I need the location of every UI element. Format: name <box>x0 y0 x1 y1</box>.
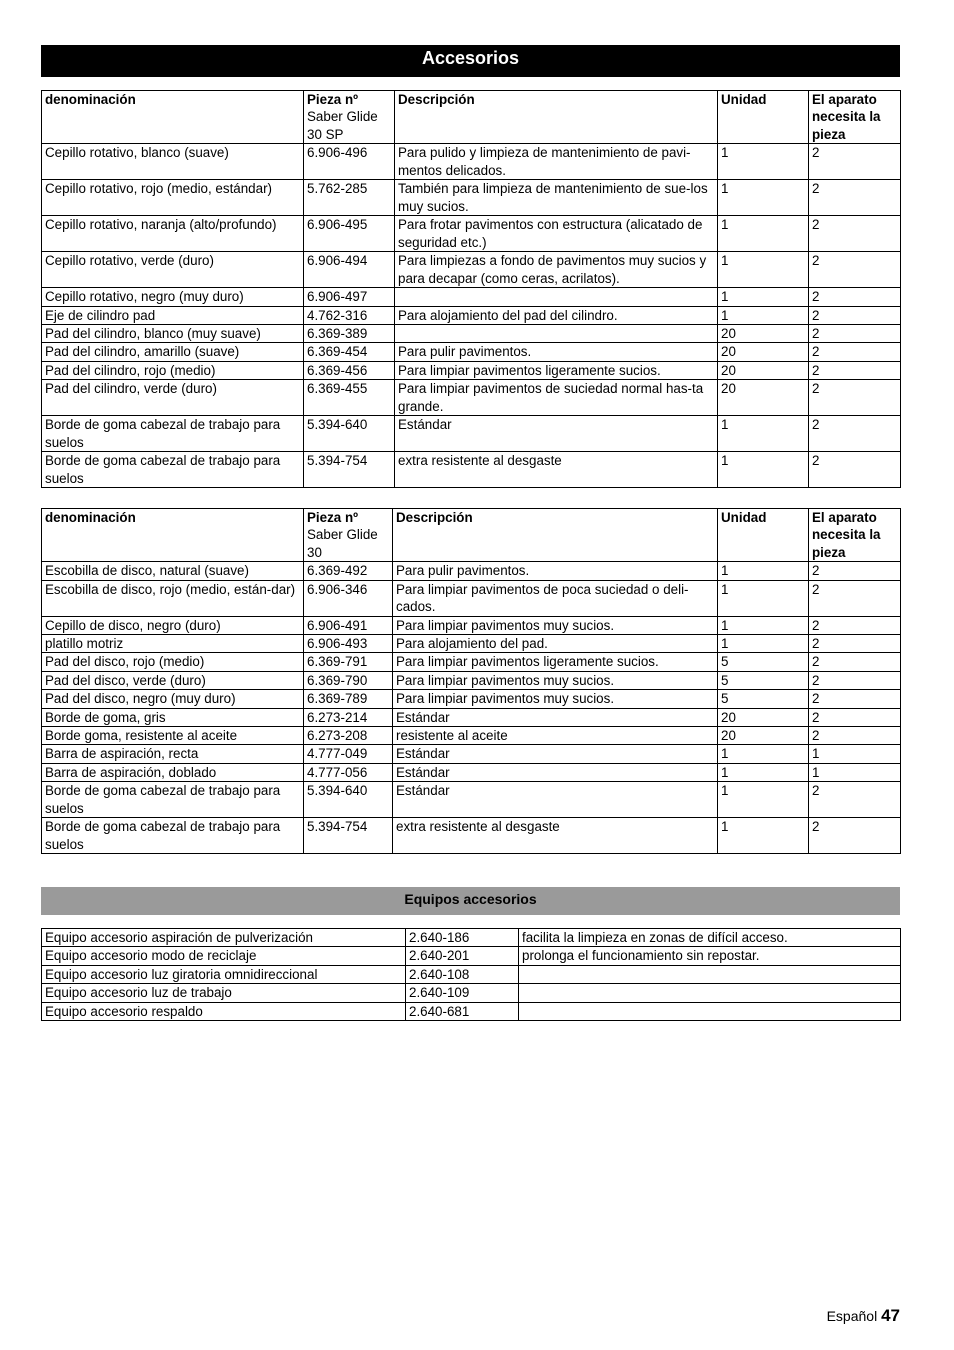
cell-desc: Estándar <box>393 708 718 726</box>
cell-needs: 2 <box>809 562 901 580</box>
cell-needs: 2 <box>809 708 901 726</box>
cell-desc: Para limpiar pavimentos muy sucios. <box>393 616 718 634</box>
header-part: Pieza nº Saber Glide 30 <box>304 509 393 562</box>
header-description: Descripción <box>395 91 718 144</box>
cell-desc: También para limpieza de mantenimiento de sue-los muy sucios. <box>395 180 718 216</box>
cell-unit: 1 <box>718 616 809 634</box>
cell-name: Cepillo rotativo, naranja (alto/profundo) <box>42 216 304 252</box>
cell-needs: 2 <box>809 144 901 180</box>
cell-desc: Para limpiar pavimentos de suciedad normal has-ta grande. <box>395 380 718 416</box>
cell-part: 6.369-454 <box>304 343 395 361</box>
cell-part: 2.640-681 <box>406 1002 519 1020</box>
cell-unit: 1 <box>718 782 809 818</box>
cell-unit: 1 <box>718 580 809 616</box>
cell-name: Cepillo rotativo, rojo (medio, estándar) <box>42 180 304 216</box>
cell-desc: extra resistente al desgaste <box>393 818 718 854</box>
cell-desc <box>519 965 901 983</box>
cell-needs: 2 <box>809 361 901 379</box>
cell-unit: 5 <box>718 690 809 708</box>
cell-part: 6.906-496 <box>304 144 395 180</box>
cell-desc: resistente al aceite <box>393 727 718 745</box>
cell-name: Cepillo rotativo, verde (duro) <box>42 252 304 288</box>
cell-desc: Para limpiar pavimentos ligeramente sucios. <box>395 361 718 379</box>
cell-part: 5.762-285 <box>304 180 395 216</box>
table-row <box>42 616 901 634</box>
cell-unit: 5 <box>718 671 809 689</box>
cell-needs: 2 <box>809 343 901 361</box>
page-number: 47 <box>881 1306 900 1325</box>
cell-name: Borde de goma, gris <box>42 708 304 726</box>
cell-desc: Para limpiar pavimentos de poca suciedad o deli-cados. <box>393 580 718 616</box>
cell-needs: 2 <box>809 380 901 416</box>
cell-name: Barra de aspiración, recta <box>42 745 304 763</box>
cell-part: 2.640-108 <box>406 965 519 983</box>
page-footer <box>827 1306 900 1326</box>
cell-needs: 2 <box>809 635 901 653</box>
cell-desc: Para alojamiento del pad. <box>393 635 718 653</box>
cell-unit: 1 <box>718 745 809 763</box>
table-row <box>42 216 901 252</box>
cell-part: 5.394-754 <box>304 818 393 854</box>
cell-desc <box>519 1002 901 1020</box>
header-unit: Unidad <box>718 91 809 144</box>
cell-desc <box>519 984 901 1002</box>
header-needs: El aparato necesita la pieza <box>809 91 901 144</box>
cell-name: Borde de goma cabezal de trabajo para suelos <box>42 452 304 488</box>
cell-needs: 2 <box>809 252 901 288</box>
accessories-table-30 <box>41 508 901 854</box>
header-part: Pieza nº Saber Glide 30 SP <box>304 91 395 144</box>
cell-part: 6.369-389 <box>304 325 395 343</box>
cell-part: 2.640-201 <box>406 947 519 965</box>
table-row <box>42 984 901 1002</box>
cell-unit: 20 <box>718 727 809 745</box>
cell-part: 2.640-186 <box>406 929 519 947</box>
cell-part: 6.906-493 <box>304 635 393 653</box>
cell-part: 6.369-790 <box>304 671 393 689</box>
cell-name: platillo motriz <box>42 635 304 653</box>
cell-needs: 2 <box>809 416 901 452</box>
cell-name: Cepillo rotativo, blanco (suave) <box>42 144 304 180</box>
table-row <box>42 180 901 216</box>
cell-name: Equipo accesorio respaldo <box>42 1002 406 1020</box>
header-needs: El aparato necesita la pieza <box>809 509 901 562</box>
cell-name: Borde de goma cabezal de trabajo para suelos <box>42 416 304 452</box>
cell-name: Pad del disco, verde (duro) <box>42 671 304 689</box>
cell-name: Cepillo de disco, negro (duro) <box>42 616 304 634</box>
header-name: denominación <box>42 509 304 562</box>
cell-name: Pad del cilindro, rojo (medio) <box>42 361 304 379</box>
cell-desc: Estándar <box>395 416 718 452</box>
header-unit: Unidad <box>718 509 809 562</box>
cell-part: 6.906-497 <box>304 288 395 306</box>
section-title-equipment: Equipos accesorios <box>41 887 900 915</box>
table-row <box>42 727 901 745</box>
cell-part: 6.369-455 <box>304 380 395 416</box>
cell-needs: 2 <box>809 727 901 745</box>
cell-name: Borde goma, resistente al aceite <box>42 727 304 745</box>
equipment-table <box>41 928 901 1021</box>
cell-unit: 1 <box>718 416 809 452</box>
cell-desc: Para frotar pavimentos con estructura (alicatado de seguridad etc.) <box>395 216 718 252</box>
cell-unit: 20 <box>718 325 809 343</box>
cell-part: 6.369-789 <box>304 690 393 708</box>
cell-unit: 1 <box>718 252 809 288</box>
cell-desc: facilita la limpieza en zonas de difícil acceso. <box>519 929 901 947</box>
cell-unit: 1 <box>718 562 809 580</box>
cell-desc: extra resistente al desgaste <box>395 452 718 488</box>
cell-desc <box>395 325 718 343</box>
table-row <box>42 325 901 343</box>
table-row <box>42 343 901 361</box>
cell-unit: 1 <box>718 216 809 252</box>
table-row <box>42 671 901 689</box>
cell-desc: Para pulir pavimentos. <box>395 343 718 361</box>
cell-part: 6.369-492 <box>304 562 393 580</box>
table-row <box>42 965 901 983</box>
cell-part: 5.394-754 <box>304 452 395 488</box>
table-row <box>42 818 901 854</box>
cell-name: Escobilla de disco, rojo (medio, están-dar) <box>42 580 304 616</box>
cell-unit: 1 <box>718 144 809 180</box>
cell-needs: 2 <box>809 306 901 324</box>
cell-part: 2.640-109 <box>406 984 519 1002</box>
table-row <box>42 306 901 324</box>
cell-unit: 1 <box>718 288 809 306</box>
cell-part: 4.777-049 <box>304 745 393 763</box>
cell-needs: 2 <box>809 782 901 818</box>
cell-part: 6.273-208 <box>304 727 393 745</box>
table-row <box>42 361 901 379</box>
table-row <box>42 380 901 416</box>
cell-unit: 1 <box>718 306 809 324</box>
cell-needs: 2 <box>809 325 901 343</box>
cell-desc: Para alojamiento del pad del cilindro. <box>395 306 718 324</box>
cell-unit: 20 <box>718 380 809 416</box>
footer-language: Español <box>826 1308 878 1324</box>
cell-needs: 2 <box>809 653 901 671</box>
table-row <box>42 452 901 488</box>
cell-name: Equipo accesorio luz giratoria omnidireccional <box>42 965 406 983</box>
cell-unit: 1 <box>718 818 809 854</box>
cell-needs: 2 <box>809 616 901 634</box>
cell-desc: Para limpiezas a fondo de pavimentos muy sucios y para decapar (como ceras, acrilatos). <box>395 252 718 288</box>
cell-needs: 2 <box>809 452 901 488</box>
cell-unit: 20 <box>718 343 809 361</box>
cell-desc: Para limpiar pavimentos ligeramente sucios. <box>393 653 718 671</box>
cell-name: Borde de goma cabezal de trabajo para suelos <box>42 782 304 818</box>
cell-needs: 1 <box>809 763 901 781</box>
cell-name: Pad del disco, negro (muy duro) <box>42 690 304 708</box>
cell-name: Pad del cilindro, verde (duro) <box>42 380 304 416</box>
table-row <box>42 690 901 708</box>
cell-name: Escobilla de disco, natural (suave) <box>42 562 304 580</box>
cell-needs: 1 <box>809 745 901 763</box>
cell-desc: Para pulido y limpieza de mantenimiento de pavi-mentos delicados. <box>395 144 718 180</box>
cell-unit: 1 <box>718 180 809 216</box>
cell-unit: 5 <box>718 653 809 671</box>
table-row <box>42 635 901 653</box>
table-row <box>42 580 901 616</box>
cell-name: Equipo accesorio aspiración de pulverización <box>42 929 406 947</box>
cell-needs: 2 <box>809 690 901 708</box>
table-row <box>42 947 901 965</box>
cell-part: 5.394-640 <box>304 416 395 452</box>
cell-desc: Para limpiar pavimentos muy sucios. <box>393 690 718 708</box>
cell-part: 6.273-214 <box>304 708 393 726</box>
cell-name: Barra de aspiración, doblado <box>42 763 304 781</box>
cell-needs: 2 <box>809 180 901 216</box>
header-description: Descripción <box>393 509 718 562</box>
cell-part: 4.762-316 <box>304 306 395 324</box>
cell-unit: 1 <box>718 452 809 488</box>
cell-name: Cepillo rotativo, negro (muy duro) <box>42 288 304 306</box>
accessories-table-30sp <box>41 90 901 488</box>
table-row <box>42 562 901 580</box>
cell-desc <box>395 288 718 306</box>
cell-unit: 1 <box>718 635 809 653</box>
table-row <box>42 929 901 947</box>
cell-name: Borde de goma cabezal de trabajo para suelos <box>42 818 304 854</box>
cell-name: Eje de cilindro pad <box>42 306 304 324</box>
table-row <box>42 416 901 452</box>
cell-unit: 20 <box>718 708 809 726</box>
table-row <box>42 708 901 726</box>
table-row <box>42 288 901 306</box>
page-title: Accesorios <box>41 45 900 77</box>
table-row <box>42 144 901 180</box>
cell-name: Equipo accesorio luz de trabajo <box>42 984 406 1002</box>
table-row <box>42 252 901 288</box>
cell-part: 6.906-491 <box>304 616 393 634</box>
cell-needs: 2 <box>809 216 901 252</box>
cell-needs: 2 <box>809 818 901 854</box>
cell-needs: 2 <box>809 580 901 616</box>
cell-part: 6.906-494 <box>304 252 395 288</box>
cell-part: 6.369-791 <box>304 653 393 671</box>
header-name: denominación <box>42 91 304 144</box>
table-header-row <box>42 509 901 562</box>
cell-desc: Estándar <box>393 745 718 763</box>
cell-name: Pad del cilindro, amarillo (suave) <box>42 343 304 361</box>
cell-desc: Para pulir pavimentos. <box>393 562 718 580</box>
cell-desc: Estándar <box>393 782 718 818</box>
cell-part: 6.906-346 <box>304 580 393 616</box>
cell-desc: Para limpiar pavimentos muy sucios. <box>393 671 718 689</box>
cell-part: 4.777-056 <box>304 763 393 781</box>
cell-part: 5.394-640 <box>304 782 393 818</box>
table-row <box>42 763 901 781</box>
table-row <box>42 653 901 671</box>
cell-name: Pad del cilindro, blanco (muy suave) <box>42 325 304 343</box>
table-row <box>42 1002 901 1020</box>
cell-part: 6.369-456 <box>304 361 395 379</box>
cell-needs: 2 <box>809 288 901 306</box>
cell-name: Pad del disco, rojo (medio) <box>42 653 304 671</box>
cell-name: Equipo accesorio modo de reciclaje <box>42 947 406 965</box>
cell-part: 6.906-495 <box>304 216 395 252</box>
cell-unit: 20 <box>718 361 809 379</box>
cell-desc: Estándar <box>393 763 718 781</box>
table-header-row <box>42 91 901 144</box>
table-row <box>42 745 901 763</box>
table-row <box>42 782 901 818</box>
cell-desc: prolonga el funcionamiento sin repostar. <box>519 947 901 965</box>
cell-needs: 2 <box>809 671 901 689</box>
cell-unit: 1 <box>718 763 809 781</box>
